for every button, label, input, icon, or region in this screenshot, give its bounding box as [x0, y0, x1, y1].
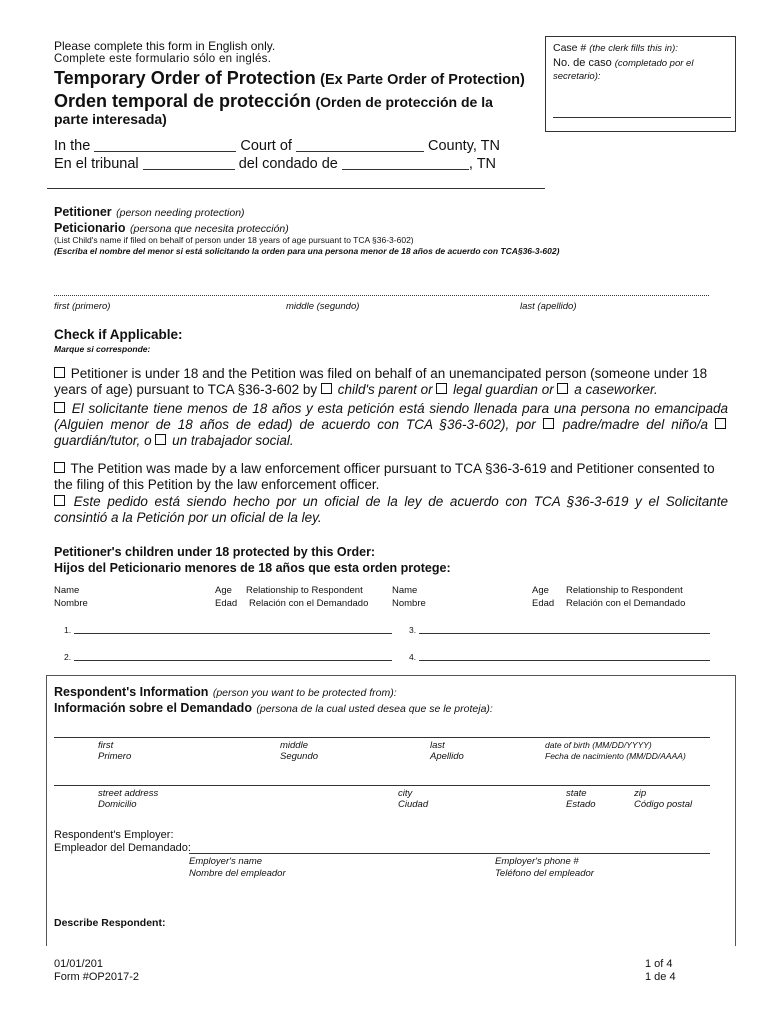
col-name-es-2: Nombre: [392, 598, 426, 609]
child-row-field[interactable]: [419, 633, 710, 634]
col-age: Age: [215, 585, 232, 596]
resp-first-label-es: Primero: [98, 751, 132, 762]
respondent-employer-field[interactable]: [189, 853, 710, 854]
resp-last-label: last: [430, 740, 445, 751]
col-age-2: Age: [532, 585, 549, 596]
child-row-field[interactable]: [419, 660, 710, 661]
law-enforcement-checkbox-es[interactable]: [54, 495, 65, 506]
petitioner-name-field[interactable]: [54, 295, 709, 296]
applicable-heading: Check if Applicable:: [54, 327, 183, 342]
resp-state-label: state: [566, 788, 587, 799]
describe-respondent-label: Describe Respondent:: [54, 917, 166, 929]
col-age-es-2: Edad: [532, 598, 555, 609]
guardian-checkbox-es[interactable]: [715, 418, 726, 429]
col-name-2: Name: [392, 585, 418, 596]
title-es-cont: parte interesada): [54, 111, 167, 127]
children-heading-es: Hijos del Peticionario menores de 18 años que esta orden protege:: [54, 561, 451, 575]
col-name: Name: [54, 585, 80, 596]
resp-city-label: city: [398, 788, 413, 799]
law-enforcement-checkbox[interactable]: [54, 462, 65, 473]
petitioner-label: Petitioner (person needing protection): [54, 205, 245, 219]
case-number-box: [545, 36, 736, 132]
spanish-only-note: Complete este formulario sólo en inglés.: [54, 53, 272, 65]
emp-phone-label: Employer's phone #: [495, 856, 579, 867]
law-enforcement-paragraph: The Petition was made by a law enforcement officer pursuant to TCA §36-3-619 and Petitioner consented to the filing of this Petition by the law enforcement officer.: [54, 461, 715, 492]
under-18-checkbox-es[interactable]: [54, 402, 65, 413]
case-label-es: No. de caso (completado por el: [553, 57, 694, 69]
divider: [47, 188, 545, 189]
child-row-field[interactable]: [74, 633, 392, 634]
padre-checkbox[interactable]: [543, 418, 554, 429]
under-18-paragraph-es: El solicitante tiene menos de 18 años y esta petición está siendo llenada para una persona no emancipada (Alguien menor de 18 años de edad) de acuerdo con TCA §36-3-602), por padre/madre del niño/a guardián/tutor, o un trabajador social.: [54, 401, 728, 448]
resp-zip-label: zip: [634, 788, 647, 799]
child-row-label: 3.: [409, 625, 417, 635]
petitioner-first-label: first (primero): [54, 301, 111, 312]
col-rel-es-2: Relación con el Demandado: [566, 598, 686, 609]
parent-checkbox[interactable]: [321, 383, 332, 394]
respondent-heading-es: Información sobre el Demandado (persona de la cual usted desea que se le proteja):: [54, 701, 493, 715]
col-rel-2: Relationship to Respondent: [566, 585, 683, 596]
respondent-name-field[interactable]: [54, 737, 710, 738]
emp-name-label-es: Nombre del empleador: [189, 868, 286, 879]
child-note: (List Child's name if filed on behalf of person under 18 years of age pursuant to TCA §36-3-602): [54, 235, 414, 245]
under-18-checkbox[interactable]: [54, 367, 65, 378]
petitioner-label-es: Peticionario (persona que necesita protección): [54, 221, 289, 235]
emp-name-label: Employer's name: [189, 856, 263, 867]
respondent-heading: Respondent's Information (person you want to be protected from):: [54, 685, 397, 699]
under-18-paragraph: Petitioner is under 18 and the Petition was filed on behalf of an unemancipated person (someone under 18 years of age) pursuant to TCA §36-3-602 by child's parent or legal guardian or a caseworker.: [54, 366, 708, 397]
petitioner-middle-label: middle (segundo): [286, 301, 360, 312]
resp-first-label: first: [98, 740, 114, 751]
case-number-field[interactable]: [553, 117, 731, 118]
child-row-label: 4.: [409, 652, 417, 662]
guardian-checkbox[interactable]: [436, 383, 447, 394]
resp-middle-label-es: Segundo: [280, 751, 319, 762]
emp-phone-label-es: Teléfono del empleador: [495, 868, 594, 879]
col-name-es: Nombre: [54, 598, 88, 609]
resp-street-label-es: Domicilio: [98, 799, 137, 810]
col-rel-es: Relación con el Demandado: [249, 598, 369, 609]
child-note-es: (Escriba el nombre del menor si está solicitando la orden para una persona menor de 18 años de acuerdo con TCA§36-3-602): [54, 246, 560, 256]
resp-employer-label-es: Empleador del Demandado:: [54, 842, 191, 854]
condado-field[interactable]: [342, 157, 469, 170]
resp-dob-label: date of birth (MM/DD/YYYY): [545, 740, 652, 750]
title-es: Orden temporal de protección (Orden de protección de la: [54, 91, 493, 111]
case-note-es-cont: secretario):: [553, 71, 601, 82]
case-label: Case # (the clerk fills this in):: [553, 42, 678, 54]
resp-middle-label: middle: [280, 740, 308, 751]
petitioner-last-label: last (apellido): [520, 301, 577, 312]
court-line-en: In the Court of County, TN: [54, 138, 500, 154]
child-row-label: 1.: [64, 625, 72, 635]
law-enforcement-paragraph-es: Este pedido está siendo hecho por un oficial de la ley de acuerdo con TCA §36-3-619 y el Solicitante consintió a la Petición por un oficial de la ley.: [54, 494, 728, 525]
col-age-es: Edad: [215, 598, 238, 609]
footer-form-number: Form #OP2017-2: [54, 971, 139, 983]
social-worker-checkbox-es[interactable]: [155, 434, 166, 445]
county-field[interactable]: [296, 139, 424, 152]
child-row-field[interactable]: [74, 660, 392, 661]
footer-page-es: 1 de 4: [645, 971, 676, 983]
col-rel: Relationship to Respondent: [246, 585, 363, 596]
resp-city-label-es: Ciudad: [398, 799, 429, 810]
court-line-es: En el tribunal del condado de , TN: [54, 156, 497, 172]
caseworker-checkbox[interactable]: [557, 383, 568, 394]
resp-employer-label: Respondent's Employer:: [54, 829, 174, 841]
footer-page: 1 of 4: [645, 958, 673, 970]
court-name-field[interactable]: [94, 139, 236, 152]
applicable-heading-es: Marque si corresponde:: [54, 344, 151, 354]
resp-state-label-es: Estado: [566, 799, 596, 810]
resp-zip-label-es: Código postal: [634, 799, 693, 810]
resp-dob-label-es: Fecha de nacimiento (MM/DD/AAAA): [545, 751, 686, 761]
tribunal-field[interactable]: [143, 157, 235, 170]
resp-last-label-es: Apellido: [430, 751, 464, 762]
resp-street-label: street address: [98, 788, 159, 799]
english-only-note: Please complete this form in English only.: [54, 39, 276, 53]
footer-date: 01/01/201: [54, 958, 103, 970]
child-row-label: 2.: [64, 652, 72, 662]
respondent-address-field[interactable]: [54, 785, 710, 786]
title-en: Temporary Order of Protection (Ex Parte Order of Protection): [54, 68, 525, 88]
children-heading: Petitioner's children under 18 protected by this Order:: [54, 545, 376, 559]
